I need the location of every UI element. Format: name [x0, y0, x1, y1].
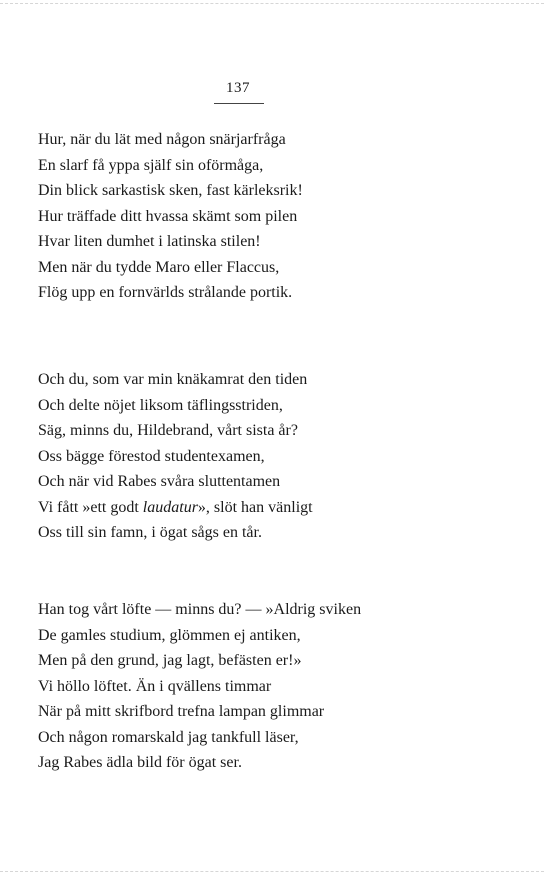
verse-line: Hur träffade ditt hvassa skämt som pilen — [38, 207, 298, 225]
verse-line: Säg, minns du, Hildebrand, vårt sista år? — [38, 422, 298, 439]
verse-text: », slöt han vänligt — [197, 498, 313, 516]
verse-line: Jag Rabes ädla bild för ögat ser. — [38, 754, 242, 771]
bottom-scan-edge — [0, 871, 544, 872]
page-number-rule — [214, 103, 264, 104]
verse-line: Oss bägge förestod studentexamen, — [38, 447, 265, 465]
stanza-3 — [38, 597, 361, 776]
stanza-2 — [38, 367, 313, 546]
verse-line: Han tog vårt löfte — minns du? — »Aldrig sviken — [38, 601, 362, 618]
verse-line: Och någon romarskald jag tankfull läser, — [38, 728, 299, 746]
verse-line: Och delte nöjet liksom täflingsstriden, — [38, 396, 283, 414]
verse-line: De gamles studium, glömmen ej antiken, — [38, 626, 301, 644]
verse-line: Oss till sin famn, i ögat sågs en tår. — [38, 524, 262, 541]
verse-line: En slarf få yppa själf sin oförmåga, — [38, 156, 264, 174]
italic-word: laudatur — [142, 498, 198, 516]
verse-line: Hur, när du lät med någon snärjarfråga — [38, 131, 286, 148]
verse-line: Hvar liten dumhet i latinska stilen! — [38, 233, 261, 250]
verse-line: Din blick sarkastisk sken, fast kärleksrik! — [38, 182, 303, 199]
verse-line-with-italic — [38, 495, 313, 521]
verse-line: Flög upp en fornvärlds strålande portik. — [38, 284, 293, 301]
verse-line: Vi höllo löftet. Än i qvällens timmar — [38, 677, 272, 695]
verse-line: Men när du tydde Maro eller Flaccus, — [38, 258, 280, 276]
verse-line: Och när vid Rabes svåra sluttentamen — [38, 473, 281, 490]
top-scan-edge — [0, 3, 544, 4]
verse-text: Vi fått »ett godt — [38, 498, 143, 516]
verse-line: När på mitt skrifbord trefna lampan glimmar — [38, 703, 325, 720]
stanza-1 — [38, 127, 303, 306]
page-number: 137 — [226, 80, 250, 96]
verse-line: Och du, som var min knäkamrat den tiden — [38, 371, 308, 388]
verse-line: Men på den grund, jag lagt, befästen er!» — [38, 652, 302, 669]
